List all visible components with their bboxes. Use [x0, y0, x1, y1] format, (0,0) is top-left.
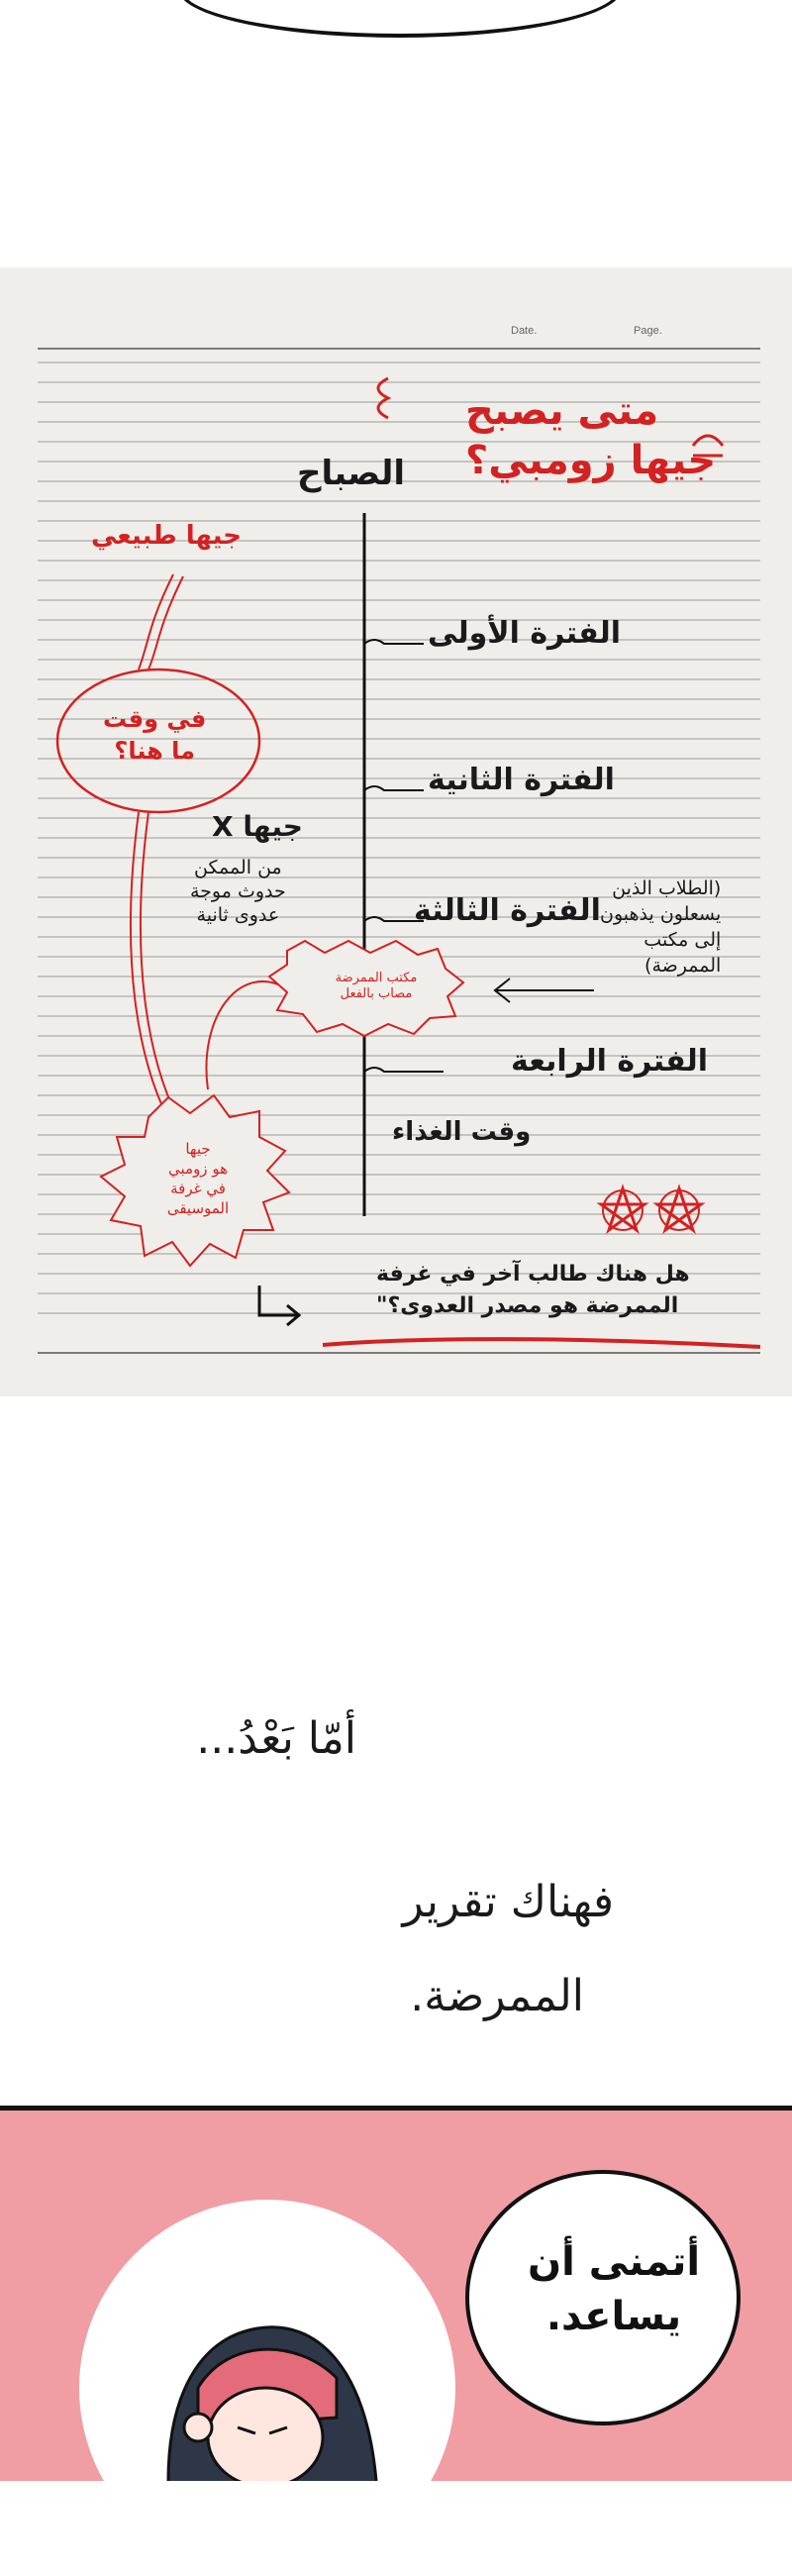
nurse-office-note: مكتب الممرضة مصاب بالفعل: [335, 971, 418, 1001]
page-label: Page.: [634, 325, 662, 337]
speech-bubble-top: [178, 0, 622, 38]
period-3: الفترة الثالثة: [414, 893, 601, 928]
jiha-music-note: جيها هو زومبي في غرفة الموسيقى: [166, 1140, 230, 1217]
notebook-lines: [0, 267, 792, 1396]
speech-line-1: أتمنى أن: [527, 2239, 701, 2285]
jiha-x-label: جيها X: [212, 810, 303, 843]
title-line-2: جيها زومبي؟: [465, 438, 717, 483]
title-line-1: متى يصبح: [465, 388, 659, 434]
narration-report-line-1: فهناك تقرير: [402, 1877, 614, 1927]
question-line-2: الممرضة هو مصدر العدوى؟": [376, 1293, 679, 1318]
period-1: الفترة الأولى: [428, 616, 622, 651]
possible-wave-note: من الممكن حدوث موجة عدوى ثانية: [190, 857, 286, 926]
lunch-label: وقت الغذاء: [392, 1117, 532, 1147]
when-here-label: في وقت ما هنا؟: [103, 705, 207, 765]
pink-panel: [0, 2106, 792, 2481]
students-note: (الطلاب الذين يسعلون يذهبون إلى مكتب الممرضة): [600, 877, 722, 977]
period-2: الفترة الثانية: [428, 763, 615, 797]
morning-label: الصباح: [297, 454, 406, 493]
notebook-panel: [0, 267, 792, 1396]
question-line-1: هل هناك طالب آخر في غرفة: [376, 1262, 690, 1287]
speech-line-2: يساعد.: [545, 2294, 682, 2339]
natural-jiha-label: جيها طبيعي: [91, 521, 243, 551]
date-label: Date.: [511, 325, 538, 337]
character-sketch: [139, 2279, 396, 2481]
narration-report-line-2: الممرضة.: [410, 1971, 584, 2021]
period-4: الفترة الرابعة: [511, 1044, 709, 1079]
narration-however: أمّا بَعْدُ...: [196, 1713, 356, 1764]
